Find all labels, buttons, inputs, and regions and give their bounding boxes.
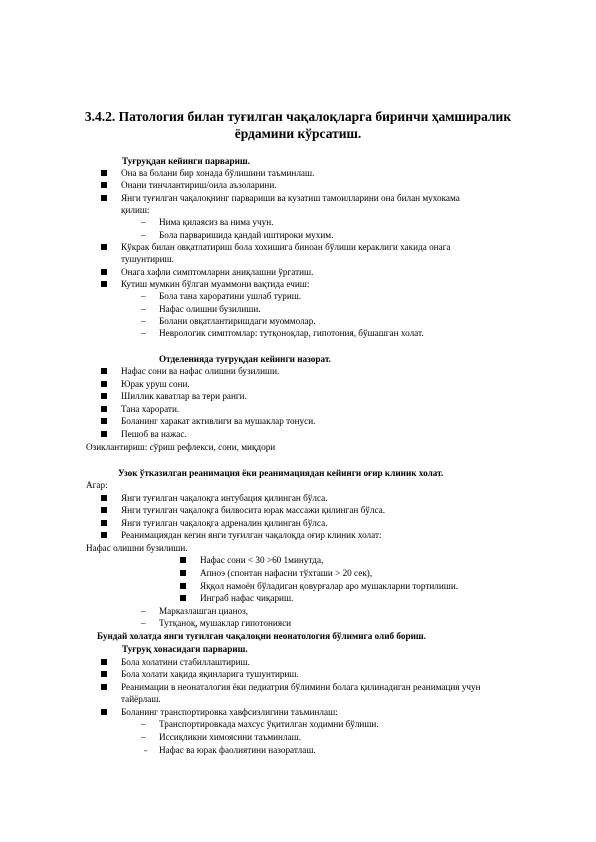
sub-list-item: Нафас ва юрак фаолиятини назоратлаш. [159, 745, 316, 755]
delivery-room-care-heading: Туғруқ хонасидаги парвариш. [122, 644, 248, 654]
list-item: Нафас сони ва нафас олишни бузилиши. [121, 366, 280, 376]
critical-condition-heading: Узок ўтказилган реанимация ёки реанимациядан кейинги оғир клиник холат. [118, 468, 444, 478]
list-item: Яққол намоён бўладиган қовурғалар аро мушакларни тортилиши. [200, 581, 459, 591]
bullet-square-icon [180, 557, 186, 563]
bullet-square-icon [101, 671, 107, 677]
if-label: Агар: [86, 480, 108, 490]
list-item: Юрак уруш сони. [121, 379, 190, 389]
bullet-square-icon [180, 570, 186, 576]
dash-marker: – [141, 618, 146, 628]
dash-marker: - [144, 745, 148, 755]
list-item: Янги туғилган чақалоқнинг парвариши ва кузатиш тамоилларини она билан мухокама [121, 193, 460, 203]
list-item: Боланинг транспортировка хавфсизлигини таъминлаш: [121, 707, 338, 717]
list-item: Реанимациядан кегин янги туғилган чақалоқда оғир клиник холат: [121, 530, 382, 540]
transfer-instruction: Бундай холатда янги туғилган чақалоқни неонатология бўлимига олиб бориш. [97, 631, 426, 641]
sub-list-item: Марказлашган цианоз, [159, 606, 249, 616]
sub-list-item: Болани овқатлантиришдаги муоммолар. [159, 316, 316, 326]
list-item: Пешоб ва нажас. [121, 429, 187, 439]
list-item: Онани тинчлантириш/оила аъзоларини. [121, 180, 277, 190]
dash-marker: – [141, 230, 146, 240]
bullet-square-icon [101, 532, 107, 538]
dash-marker: – [141, 217, 146, 227]
list-item: Янги туғилган чақалоқга билвосита юрак массажи қилинган бўлса. [121, 505, 386, 515]
feeding-note: Озиклантириш: сўриш рефлекси, сони, миқдори [86, 442, 276, 452]
dash-marker: – [141, 316, 146, 326]
dash-marker: – [141, 304, 146, 314]
bullet-square-icon [101, 281, 107, 287]
list-item: Янги туғилган чақалоқга интубация қилинган бўлса. [121, 493, 328, 503]
bullet-square-icon [101, 684, 107, 690]
list-item: Янги туғилган чақалоқга адреналин қилинган бўлса. [121, 518, 328, 528]
bullet-square-icon [101, 507, 107, 513]
sub-list-item: Нафас олишни бузилиши. [159, 304, 261, 314]
bullet-square-icon [180, 595, 186, 601]
bullet-square-icon [101, 495, 107, 501]
sub-list-item: Иссиқликни химоясини таъминлаш. [159, 732, 301, 742]
list-item: Апноэ (спонтан нафасни тўхташи > 20 сек), [200, 568, 373, 578]
dash-marker: – [141, 291, 146, 301]
postpartum-care-heading: Туғруқдан кейинги парвариш. [122, 156, 250, 166]
bullet-square-icon [101, 244, 107, 250]
list-item: Шиллик каватлар ва тери ранги. [121, 391, 247, 401]
bullet-square-icon [101, 368, 107, 374]
sub-list-item: Транспортировкада махсус ўқитилган ходимни бўлиши. [159, 719, 379, 729]
bullet-square-icon [101, 269, 107, 275]
list-item-continuation: қилиш: [121, 205, 150, 215]
dash-marker: – [141, 719, 146, 729]
sub-list-item: Тутқаноқ, мушаклар гипотонияси [159, 618, 292, 628]
section-title-line-2: ёрдамини кўрсатиш. [234, 126, 362, 141]
bullet-square-icon [101, 182, 107, 188]
sub-list-item: Неврологик симптомлар: тутқоноқлар, гипотония, бўшашган холат. [159, 328, 424, 338]
list-item: Нафас сони < 30 >60 1минутда, [200, 555, 324, 565]
bullet-square-icon [101, 406, 107, 412]
department-observation-heading: Отделенияда туғруқдан кейинги назорат. [159, 354, 331, 364]
bullet-square-icon [101, 709, 107, 715]
sub-list-item: Бола парваришида қандай иштироки мухим. [159, 230, 334, 240]
list-item: Онага хафли симптомларни аниқлашни ўргатиш. [121, 267, 314, 277]
respiratory-disorder-label: Нафас олишни бузилиши. [86, 543, 188, 553]
bullet-square-icon [101, 393, 107, 399]
bullet-square-icon [101, 418, 107, 424]
list-item: Бола холати хақида яқинларига тушунтириш. [121, 669, 299, 679]
list-item: Реанимации в неонаталогия ёки педиатрия бўлимини болага қилинадиган реанимация учун [121, 682, 481, 692]
bullet-square-icon [101, 520, 107, 526]
list-item: Боланинг харакат активлиги ва мушаклар тонуси. [121, 416, 316, 426]
list-item-continuation: тушунтириш. [121, 254, 174, 264]
bullet-square-icon [180, 583, 186, 589]
sub-list-item: Нима қилаясиз ва нима учун. [159, 217, 274, 227]
sub-list-item: Бола тана хароратини ушлаб туриш. [159, 291, 302, 301]
list-item: Тана харорати. [121, 404, 180, 414]
bullet-square-icon [101, 659, 107, 665]
list-item: Инграб нафас чиқариш. [200, 593, 294, 603]
list-item: Бола холатини стабиллаштириш. [121, 657, 250, 667]
list-item: Кўкрак билан овқатлатириш бола хохишига биноан бўлиши кераклиги хакида онага [121, 242, 451, 252]
bullet-square-icon [101, 381, 107, 387]
bullet-square-icon [101, 170, 107, 176]
section-title-line-1: 3.4.2. Патология билан туғилган чақалоқларга биринчи ҳамширалик [84, 109, 512, 124]
list-item-continuation: тайёрлаш. [121, 694, 161, 704]
dash-marker: – [141, 606, 146, 616]
bullet-square-icon [101, 195, 107, 201]
list-item: Кутиш мумкин бўлган муаммони вақтида ечиш: [121, 279, 310, 289]
list-item: Она ва болани бир хонада бўлишини таъминлаш. [121, 168, 315, 178]
dash-marker: – [141, 732, 146, 742]
bullet-square-icon [101, 431, 107, 437]
dash-marker: – [141, 328, 146, 338]
